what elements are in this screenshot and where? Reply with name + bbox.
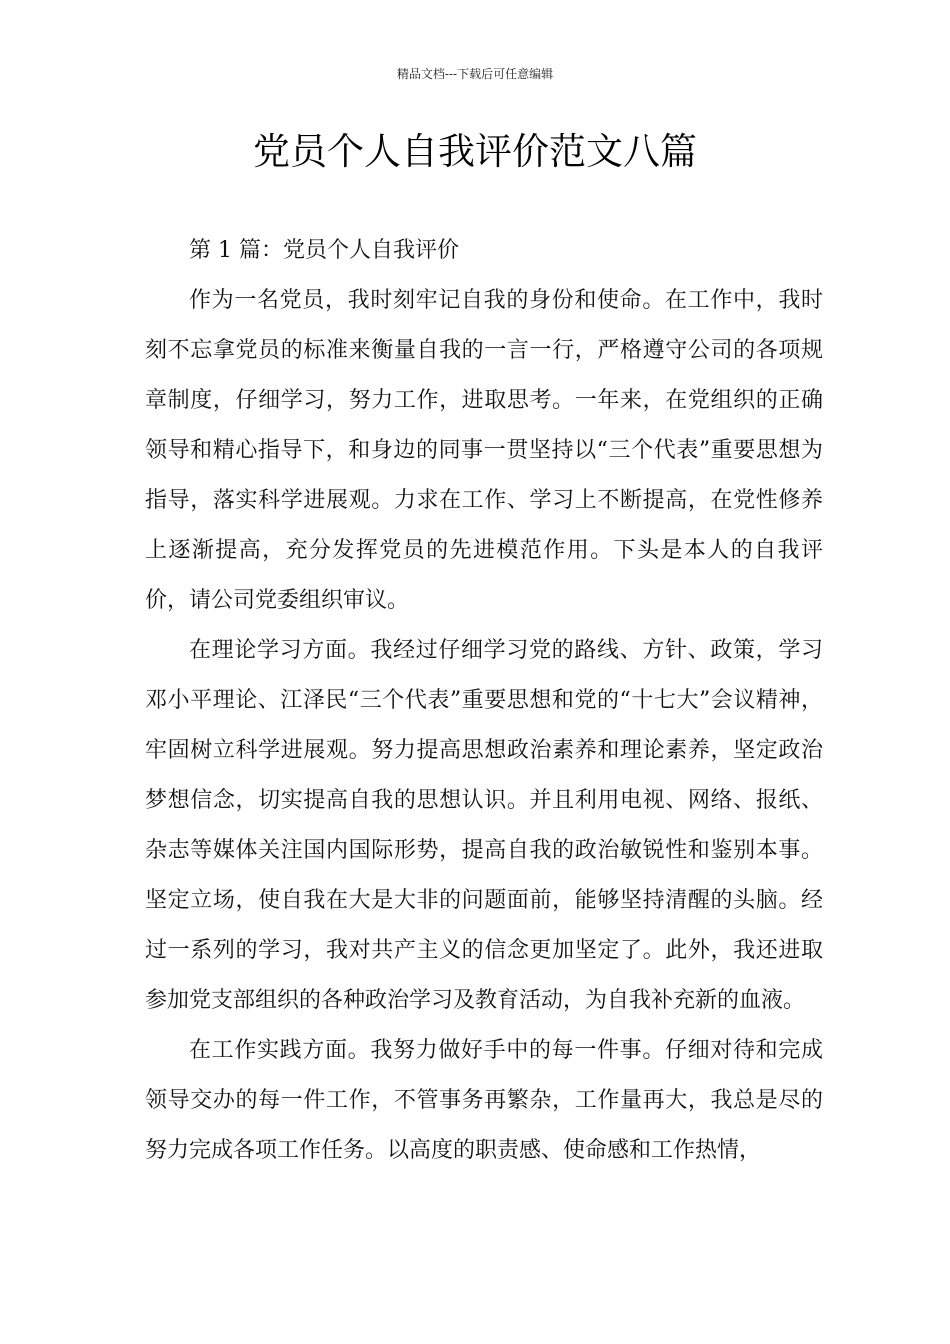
- paragraph-theory-study: 在理论学习方面。我经过仔细学习党的路线、方针、政策，学习邓小平理论、江泽民“三个代表”重要思想和党的“十七大”会议精神，牢固树立科学进展观。努力提高思想政治素养和理论素养，坚定政治梦想信念，切实提高自我的思想认识。并且利用电视、网络、报纸、杂志等媒体关注国内国际形势，提高自我的政治敏锐性和鉴别本事。坚定立场，使自我在大是大非的问题面前，能够坚持清醒的头脑。经过一系列的学习，我对共产主义的信念更加坚定了。此外，我还进取参加党支部组织的各种政治学习及教育活动，为自我补充新的血液。: [145, 638, 823, 1013]
- page-header: 精品文档---下载后可任意编辑: [396, 67, 554, 81]
- paragraph-work-practice: 在工作实践方面。我努力做好手中的每一件事。仔细对待和完成领导交办的每一件工作，不管事务再繁杂，工作量再大，我总是尽的努力完成各项工作任务。以高度的职责感、使命感和工作热情，: [145, 1038, 823, 1163]
- paragraph-introduction: 作为一名党员，我时刻牢记自我的身份和使命。在工作中，我时刻不忘拿党员的标准来衡量自我的一言一行，严格遵守公司的各项规章制度，仔细学习，努力工作，进取思考。一年来，在党组织的正确领导和精心指导下，和身边的同事一贯坚持以“三个代表”重要思想为指导，落实科学进展观。力求在工作、学习上不断提高，在党性修养上逐渐提高，充分发挥党员的先进模范作用。下头是本人的自我评价，请公司党委组织审议。: [145, 288, 823, 613]
- document-body: [145, 226, 823, 1176]
- document-title: 党员个人自我评价范文八篇: [253, 130, 697, 173]
- section-heading: 第 1 篇：党员个人自我评价: [189, 238, 459, 263]
